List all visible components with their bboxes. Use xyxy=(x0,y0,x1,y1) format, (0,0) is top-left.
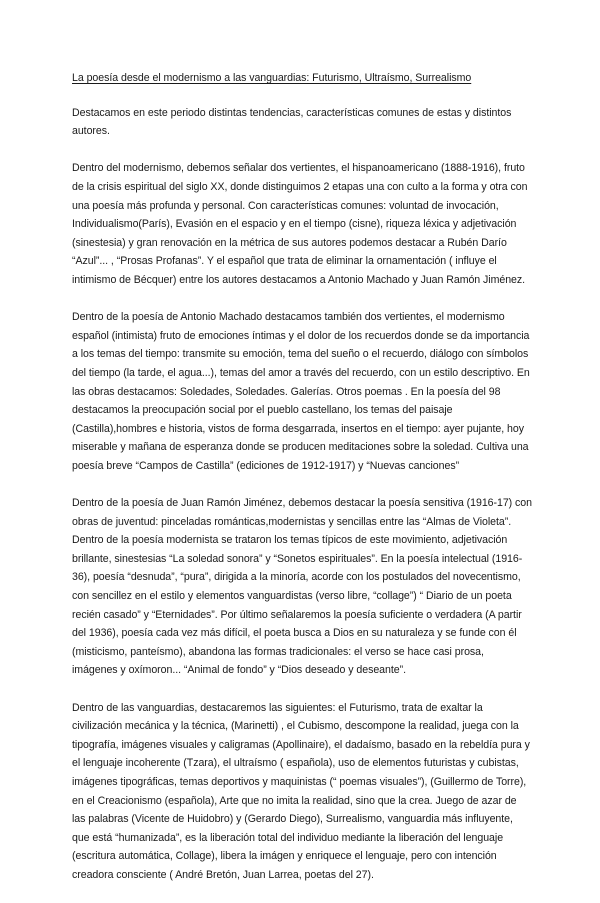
paragraph-modernismo: Dentro del modernismo, debemos señalar dos vertientes, el hispanoamericano (1888-1916), fruto de la crisis espiritual del siglo XX, donde distinguimos 2 etapas una con culto a la forma y otra con una poesía más profunda y personal. Con características comunes: voluntad de invocación, Individualismo(París), Evasión en el espacio y en el tiempo (cisne), riqueza léxica y adjetivación (sinestesia) y gran renovación en la métrica de sus autores podemos destacar a Rubén Darío “Azul”... , “Prosas Profanas”. Y el español que trata de eliminar la ornamentación ( influye el intimismo de Bécquer) entre los autores destacamos a Antonio Machado y Juan Ramón Jiménez. xyxy=(72,162,528,286)
paragraph-intro: Destacamos en este periodo distintas tendencias, características comunes de estas y distintos autores. xyxy=(72,106,512,138)
document-body xyxy=(72,69,532,903)
paragraph-antonio-machado: Dentro de la poesía de Antonio Machado destacamos también dos vertientes, el modernismo español (intimista) fruto de emociones íntimas y el dolor de los recuerdos donde se da importancia a los temas del tiempo: transmite su emoción, tema del sueño o el recuerdo, diálogo con símbolos del tiempo (la tarde, el agua...), temas del amor a través del recuerdo, con un estilo descriptivo. En las obras destacamos: Soledades, Soledades. Galerías. Otros poemas . En la poesía del 98 destacamos la preocupación social por el pueblo castellano, los temas del paisaje (Castilla),hombres e historia, vistos de forma desgarrada, insertos en el tiempo: ayer pujante, hoy miserable y mañana de esperanza donde se producen meditaciones sobre la soledad. Cultiva una poesía breve “Campos de Castilla” (ediciones de 1912-1917) y “Nuevas canciones” xyxy=(72,311,530,472)
document-title: La poesía desde el modernismo a las vanguardias: Futurismo, Ultraísmo, Surrealismo xyxy=(72,72,472,84)
paragraph-vanguardias: Dentro de las vanguardias, destacaremos las siguientes: el Futurismo, trata de exaltar la civilización mecánica y la técnica, (Marinetti) , el Cubismo, descompone la realidad, juega con la tipografía, imágenes visuales y caligramas (Apollinaire), el dadaísmo, basado en la rebeldía pura y el lenguaje incoherente (Tzara), el ultraísmo ( española), uso de elementos futuristas y cubistas, imágenes tipográficas, temas deportivos y maquinistas (“ poemas visuales”), (Guillermo de Torre), en el Creacionismo (española), Arte que no imita la realidad, sino que la crea. Juego de azar de las palabras (Vicente de Huidobro) y (Gerardo Diego), Surrealismo, vanguardia más influyente, que está “humanizada”, es la liberación total del individuo mediante la liberación del lenguaje (escritura automática, Collage), libera la imágen y enriquece el lenguaje, pero con intención creadora consciente ( André Bretón, Juan Larrea, poetas del 27). xyxy=(72,701,530,881)
paragraph-juan-ramon-jimenez: Dentro de la poesía de Juan Ramón Jiménez, debemos destacar la poesía sensitiva (1916-17) con obras de juventud: pinceladas románticas,modernistas y sencillas entre las “Almas de Violeta”. Dentro de la poesía modernista se trataron los temas típicos de este movimiento, adjetivación brillante, sinestesias “La soledad sonora” y “Sonetos espirituales”. En la poesía intelectual (1916-36), poesía “desnuda”, “pura”, dirigida a la minoría, acorde con los postulados del novecentismo, con sencillez en el estilo y elementos vanguardistas (verso libre, “collage”) “ Diario de un poeta recién casado” y “Eternidades”. Por último señalaremos la poesía suficiente o verdadera (A partir del 1936), poesía cada vez más difícil, el poeta busca a Dios en su naturaleza y se funde con él (misticismo, panteísmo), abandona las formas tradicionales: el verso se hace casi prosa, imágenes y oxímoron... “Animal de fondo” y “Dios deseado y deseante”. xyxy=(72,497,532,677)
